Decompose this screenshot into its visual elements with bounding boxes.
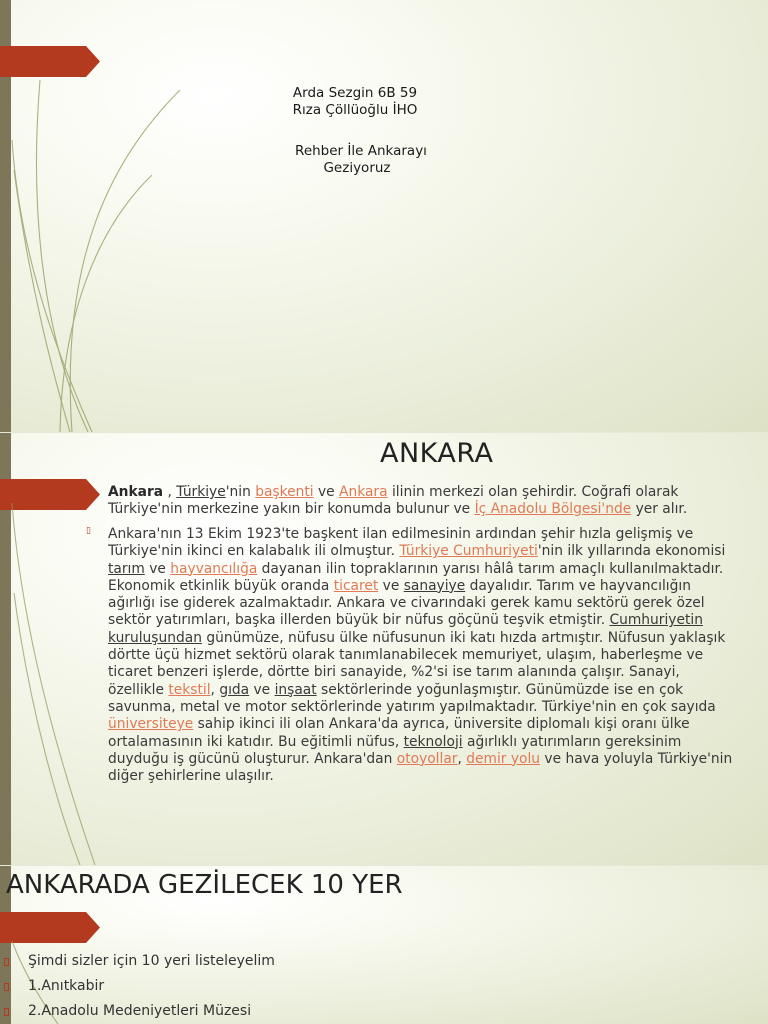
text-run: yer alır. <box>631 501 688 518</box>
list-item: 1.Anıtkabir <box>28 978 105 994</box>
text-run: sahip ikinci ili olan Ankara'da ayrıca, üniversite diplomalı kişi oranı ülke ortalamasının iki katıdır. Bu eğitimli nüfus, <box>108 716 690 750</box>
text-run: dayanan ilin topraklarının yarısı hâlâ tarım amaçlı kullanılmaktadır. Ekonomik etkinlik büyük oranda <box>108 560 724 594</box>
text-run: ve <box>313 484 340 500</box>
author-line-1: Arda Sezgin 6B 59 <box>292 85 418 101</box>
text-run: sektörlerinde yoğunlaşmıştır. Günümüzde ise en çok savunma, metal ve motor sektörlerinde yatırım yapılmaktadır. Türkiye'nin en çok sayıda <box>108 681 716 715</box>
paragraph-intro <box>108 484 733 519</box>
bullet-icon <box>4 958 9 966</box>
text-run: 'nin <box>225 484 256 500</box>
text-run: ve <box>378 577 404 594</box>
text-run: Ankara'nın 13 Ekim 1923'te başkent ilan edilmesinin ardından şehir hızla gelişmiş ve Türkiye'nin ikinci en kalabalık ili olmuştur. <box>108 526 694 560</box>
slide-places <box>0 866 768 1024</box>
bullet-icon <box>4 983 9 991</box>
link[interactable]: teknoloji <box>403 733 463 750</box>
text-run: , <box>163 484 177 500</box>
text-run: ağırlıklı yatırımların gereksinim duyduğu iş gücünü oluşturur. Ankara'dan <box>108 733 682 767</box>
slide-title: ANKARADA GEZİLECEK 10 YER <box>6 870 403 900</box>
presentation-title-line-1: Rehber İle Ankarayı <box>295 143 427 159</box>
link[interactable]: üniversiteye <box>108 716 194 733</box>
text-run: , <box>210 681 220 698</box>
decorative-curves <box>0 0 260 432</box>
text-run: ve hava yoluyla Türkiye'nin diğer şehirlerine ulaşılır. <box>108 750 733 785</box>
list-item: Şimdi sizler için 10 yeri listeleyelim <box>28 953 275 969</box>
bullet-icon <box>4 1008 9 1016</box>
text-run: 'nin ilk yıllarında ekonomisi <box>537 543 726 560</box>
link[interactable]: tarım <box>108 560 145 577</box>
bullet-icon: ▯ <box>86 526 91 536</box>
text-run: günümüze, nüfusu ülke nüfusunun iki katı hızda artmıştır. Nüfusun yaklaşık dörtte üçü hizmet sektörü olarak tanımlanabilecek memuriyet, ulaşım, haberleşme ve ticaret benzeri işlerde, dörtte biri sanayide, %2'si ise tarım alanında çalışır. Sanayi, özellikle <box>108 629 726 698</box>
link[interactable]: Türkiye Cumhuriyeti <box>399 543 538 560</box>
text-run: ilinin merkezi olan şehirdir. Coğrafi olarak Türkiye'nin merkezine yakın bir konumda bulunur ve <box>108 484 679 518</box>
list-item: 2.Anadolu Medeniyetleri Müzesi <box>28 1003 252 1019</box>
author-line-2: Rıza Çöllüoğlu İHO <box>292 102 418 118</box>
slide-title: ANKARA <box>380 438 494 469</box>
link[interactable]: Ankara <box>339 484 388 500</box>
link[interactable]: hayvancılığa <box>170 560 258 577</box>
paragraph-history <box>108 526 733 785</box>
slide-ankara <box>0 433 768 865</box>
bold-term: Ankara <box>108 484 164 500</box>
text-run: ve <box>249 681 275 698</box>
link[interactable]: Türkiye <box>176 484 226 500</box>
slide-title <box>0 0 768 432</box>
link[interactable]: İç Anadolu Bölgesi'nde <box>474 501 632 518</box>
link[interactable]: otoyollar <box>396 750 458 767</box>
text-run: dayalıdır. Tarım ve hayvancılığın ağırlığı ise giderek azalmaktadır. Ankara ve civarındaki gerek kamu sektörü gerek özel sektör yatırımları, başka illerden büyük bir nüfus göçünü teşvik etmiştir. <box>108 577 705 629</box>
link[interactable]: demir yolu <box>466 750 541 767</box>
link[interactable]: inşaat <box>274 681 317 698</box>
link[interactable]: Cumhuriyetin kuruluşundan <box>108 612 703 646</box>
text-run: , <box>457 750 467 767</box>
presentation-title-line-2: Geziyoruz <box>323 160 391 176</box>
link[interactable]: sanayiye <box>403 577 466 594</box>
link[interactable]: ticaret <box>333 577 379 594</box>
link[interactable]: gıda <box>219 681 250 698</box>
text-run: ve <box>144 560 171 577</box>
link[interactable]: tekstil <box>168 681 211 698</box>
link[interactable]: başkenti <box>255 484 314 500</box>
